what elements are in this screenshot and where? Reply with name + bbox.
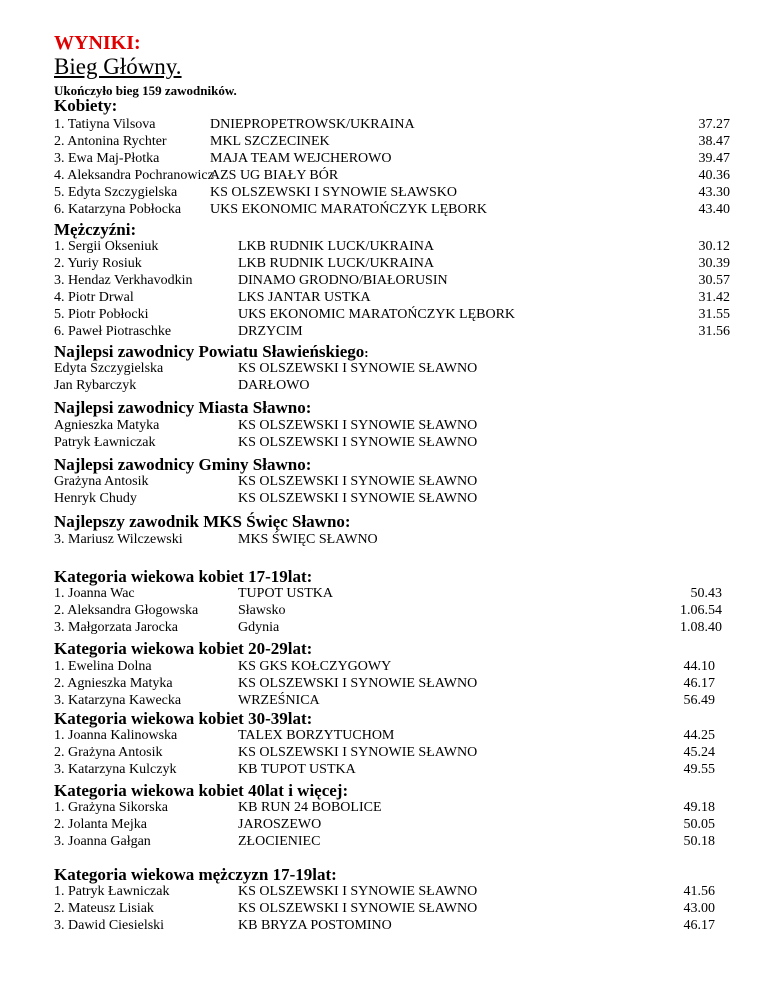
runner-club: Sławsko [238,603,286,618]
runner-club: JAROSZEWO [238,817,322,832]
runner-name: Patryk Ławniczak [54,435,156,450]
runner-club: KS OLSZEWSKI I SYNOWIE SŁAWNO [238,901,478,916]
women-40-plus-heading: Kategoria wiekowa kobiet 40lat i więcej: [54,781,349,800]
table-row [0,323,768,341]
runner-time: 49.55 [683,762,715,777]
runner-time: 30.57 [698,273,730,288]
runner-club: KS OLSZEWSKI I SYNOWIE SŁAWNO [238,418,478,433]
table-row [0,744,768,762]
table-row [0,434,768,452]
women-30-39-heading: Kategoria wiekowa kobiet 30-39lat: [54,709,313,728]
runner-club: ZŁOCIENIEC [238,834,321,849]
county-best-heading: Najlepsi zawodnicy Powiatu Sławieńskiego: [54,342,369,361]
table-row [0,900,768,918]
runner-club: KS GKS KOŁCZYGOWY [238,659,392,674]
table-row [0,675,768,693]
runner-name: 6. Paweł Piotraschke [54,324,172,339]
table-row [0,833,768,851]
race-title: Bieg Główny. [54,54,182,79]
table-row [0,585,768,603]
runner-name: 1. Ewelina Dolna [54,659,152,674]
runner-name: Grażyna Antosik [54,474,149,489]
women-17-19-heading: Kategoria wiekowa kobiet 17-19lat: [54,567,313,586]
runner-club: KB BRYZA POSTOMINO [238,918,392,933]
runner-time: 31.42 [698,290,730,305]
runner-time: 50.43 [690,586,722,601]
runner-club: KS OLSZEWSKI I SYNOWIE SŁAWNO [238,745,478,760]
runner-name: 1. Tatiyna Vilsova [54,117,156,132]
runner-club: DARŁOWO [238,378,310,393]
runner-name: 3. Hendaz Verkhavodkin [54,273,193,288]
runner-club: LKB RUDNIK LUCK/UKRAINA [238,239,434,254]
runner-name: 2. Yuriy Rosiuk [54,256,142,271]
runner-time: 30.12 [698,239,730,254]
runner-time: 50.18 [683,834,715,849]
runner-name: 4. Aleksandra Pochranowicz [54,168,214,183]
runner-name: 2. Aleksandra Głogowska [54,603,199,618]
runner-name: 6. Katarzyna Pobłocka [54,202,182,217]
runner-name: 3. Ewa Maj-Płotka [54,151,160,166]
runner-time: 37.27 [698,117,730,132]
runner-club: KB TUPOT USTKA [238,762,356,777]
runner-time: 56.49 [683,693,715,708]
runner-time: 31.56 [698,324,730,339]
finishers-count: Ukończyło bieg 159 zawodników. [54,83,237,98]
runner-name: 3. Małgorzata Jarocka [54,620,178,635]
runner-name: 2. Jolanta Mejka [54,817,147,832]
runner-time: 1.06.54 [680,603,722,618]
runner-club: KS OLSZEWSKI I SYNOWIE SŁAWNO [238,361,478,376]
runner-name: 3. Katarzyna Kawecka [54,693,182,708]
runner-name: 2. Agnieszka Matyka [54,676,173,691]
runner-time: 46.17 [683,918,715,933]
table-row [0,360,768,378]
table-row [0,799,768,817]
table-row [0,816,768,834]
runner-time: 30.39 [698,256,730,271]
table-row [0,417,768,435]
table-row [0,531,768,549]
runner-club: UKS EKONOMIC MARATOŃCZYK LĘBORK [238,307,516,322]
runner-club: KS OLSZEWSKI I SYNOWIE SŁAWSKO [210,185,457,200]
runner-time: 45.24 [683,745,715,760]
runner-club: Gdynia [238,620,280,635]
table-row [0,255,768,273]
runner-club: AZS UG BIAŁY BÓR [210,168,339,183]
runner-name: 1. Sergii Okseniuk [54,239,159,254]
table-row [0,150,768,168]
table-row [0,727,768,745]
runner-name: Henryk Chudy [54,491,137,506]
table-row [0,473,768,491]
runner-club: KS OLSZEWSKI I SYNOWIE SŁAWNO [238,435,478,450]
table-row [0,602,768,620]
women-20-29-heading: Kategoria wiekowa kobiet 20-29lat: [54,639,313,658]
runner-club: UKS EKONOMIC MARATOŃCZYK LĘBORK [210,202,488,217]
runner-club: LKB RUDNIK LUCK/UKRAINA [238,256,434,271]
runner-time: 38.47 [698,134,730,149]
commune-best-heading: Najlepsi zawodnicy Gminy Sławno: [54,455,312,474]
runner-name: 1. Joanna Kalinowska [54,728,178,743]
men-heading: Mężczyźni: [54,220,137,239]
table-row [0,167,768,185]
runner-club: KS OLSZEWSKI I SYNOWIE SŁAWNO [238,474,478,489]
runner-name: 2. Grażyna Antosik [54,745,163,760]
runner-club: KS OLSZEWSKI I SYNOWIE SŁAWNO [238,884,478,899]
city-best-heading: Najlepsi zawodnicy Miasta Sławno: [54,398,312,417]
runner-club: DRZYCIM [238,324,303,339]
runner-name: Agnieszka Matyka [54,418,160,433]
runner-name: 1. Joanna Wac [54,586,135,601]
table-row [0,289,768,307]
runner-club: TUPOT USTKA [238,586,334,601]
runner-name: Jan Rybarczyk [54,378,137,393]
table-row [0,917,768,935]
runner-name: 1. Patryk Ławniczak [54,884,170,899]
runner-club: DNIEPROPETROWSK/UKRAINA [210,117,415,132]
runner-time: 31.55 [698,307,730,322]
runner-club: KS OLSZEWSKI I SYNOWIE SŁAWNO [238,676,478,691]
runner-name: 2. Antonina Rychter [54,134,167,149]
women-heading: Kobiety: [54,96,118,115]
table-row [0,490,768,508]
table-row [0,238,768,256]
table-row [0,658,768,676]
table-row [0,761,768,779]
runner-club: MAJA TEAM WEJCHEROWO [210,151,392,166]
table-row [0,883,768,901]
runner-time: 39.47 [698,151,730,166]
runner-club: KS OLSZEWSKI I SYNOWIE SŁAWNO [238,491,478,506]
runner-time: 49.18 [683,800,715,815]
runner-name: 3. Katarzyna Kulczyk [54,762,177,777]
runner-name: 4. Piotr Drwal [54,290,134,305]
runner-time: 40.36 [698,168,730,183]
runner-club: DINAMO GRODNO/BIAŁORUSIN [238,273,448,288]
runner-name: 3. Mariusz Wilczewski [54,532,183,547]
runner-time: 43.40 [698,202,730,217]
club-best-heading: Najlepszy zawodnik MKS Święc Sławno: [54,512,351,531]
runner-name: 1. Grażyna Sikorska [54,800,168,815]
runner-time: 41.56 [683,884,715,899]
runner-time: 46.17 [683,676,715,691]
runner-name: 5. Edyta Szczygielska [54,185,178,200]
table-row [0,306,768,324]
runner-time: 44.25 [683,728,715,743]
runner-time: 50.05 [683,817,715,832]
table-row [0,377,768,395]
runner-name: 3. Joanna Gałgan [54,834,151,849]
table-row [0,133,768,151]
table-row [0,116,768,134]
table-row [0,619,768,637]
runner-name: 3. Dawid Ciesielski [54,918,165,933]
runner-name: Edyta Szczygielska [54,361,164,376]
runner-time: 1.08.40 [680,620,722,635]
men-17-19-heading: Kategoria wiekowa mężczyzn 17-19lat: [54,865,337,884]
runner-name: 2. Mateusz Lisiak [54,901,154,916]
results-label: WYNIKI: [54,32,141,54]
runner-club: KB RUN 24 BOBOLICE [238,800,382,815]
runner-club: TALEX BORZYTUCHOM [238,728,395,743]
runner-name: 5. Piotr Pobłocki [54,307,149,322]
runner-club: WRZEŚNICA [238,693,320,708]
table-row [0,692,768,710]
table-row [0,184,768,202]
table-row [0,272,768,290]
runner-time: 44.10 [683,659,715,674]
runner-club: MKL SZCZECINEK [210,134,330,149]
runner-time: 43.00 [683,901,715,916]
runner-club: LKS JANTAR USTKA [238,290,371,305]
table-row [0,201,768,219]
runner-club: MKS ŚWIĘC SŁAWNO [238,532,378,547]
runner-time: 43.30 [698,185,730,200]
